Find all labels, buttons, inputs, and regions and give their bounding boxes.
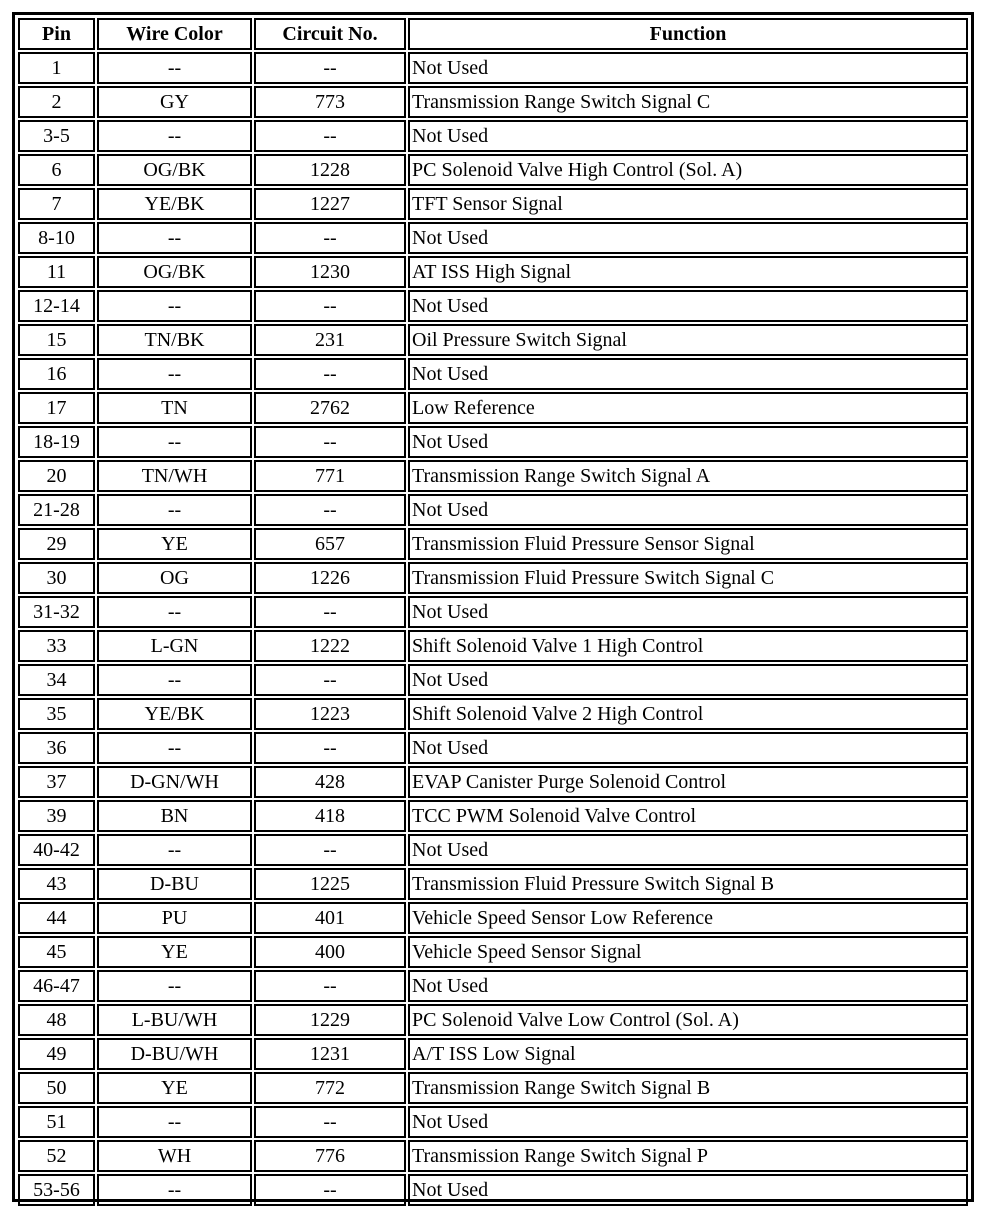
circuit-no-cell: -- (254, 1106, 406, 1138)
pin-cell: 44 (18, 902, 95, 934)
table-header (18, 18, 968, 50)
pin-cell: 3-5 (18, 120, 95, 152)
pin-cell: 53-56 (18, 1174, 95, 1206)
wire-color-cell: -- (97, 222, 252, 254)
circuit-no-cell: -- (254, 358, 406, 390)
table-row (18, 562, 968, 594)
pin-cell: 34 (18, 664, 95, 696)
wire-color-cell: -- (97, 120, 252, 152)
pin-cell: 1 (18, 52, 95, 84)
circuit-no-cell: -- (254, 494, 406, 526)
header-wire-color: Wire Color (97, 18, 252, 50)
wire-color-cell: GY (97, 86, 252, 118)
wire-color-cell: L-GN (97, 630, 252, 662)
function-cell: Vehicle Speed Sensor Low Reference (408, 902, 968, 934)
pin-cell: 48 (18, 1004, 95, 1036)
wire-color-cell: -- (97, 732, 252, 764)
table-row (18, 154, 968, 186)
table-row (18, 290, 968, 322)
function-cell: A/T ISS Low Signal (408, 1038, 968, 1070)
wire-color-cell: WH (97, 1140, 252, 1172)
function-cell: Not Used (408, 494, 968, 526)
circuit-no-cell: -- (254, 120, 406, 152)
table-row (18, 188, 968, 220)
circuit-no-cell: 1228 (254, 154, 406, 186)
function-cell: Transmission Range Switch Signal A (408, 460, 968, 492)
table-row (18, 528, 968, 560)
pin-cell: 11 (18, 256, 95, 288)
wire-color-cell: OG/BK (97, 154, 252, 186)
table-row (18, 970, 968, 1002)
circuit-no-cell: -- (254, 52, 406, 84)
pin-cell: 6 (18, 154, 95, 186)
table-row (18, 766, 968, 798)
function-cell: Transmission Range Switch Signal C (408, 86, 968, 118)
wire-color-cell: YE/BK (97, 188, 252, 220)
circuit-no-cell: 771 (254, 460, 406, 492)
table-body (18, 52, 968, 1206)
pin-cell: 50 (18, 1072, 95, 1104)
wire-color-cell: D-BU/WH (97, 1038, 252, 1070)
circuit-no-cell: 400 (254, 936, 406, 968)
pin-cell: 29 (18, 528, 95, 560)
circuit-no-cell: 772 (254, 1072, 406, 1104)
wire-color-cell: -- (97, 970, 252, 1002)
pin-cell: 46-47 (18, 970, 95, 1002)
header-pin: Pin (18, 18, 95, 50)
circuit-no-cell: 1231 (254, 1038, 406, 1070)
function-cell: PC Solenoid Valve High Control (Sol. A) (408, 154, 968, 186)
pin-cell: 45 (18, 936, 95, 968)
wire-color-cell: -- (97, 494, 252, 526)
circuit-no-cell: 1227 (254, 188, 406, 220)
wire-color-cell: YE (97, 528, 252, 560)
table-row (18, 732, 968, 764)
table-row (18, 120, 968, 152)
table-row (18, 1106, 968, 1138)
table-row (18, 86, 968, 118)
circuit-no-cell: 1225 (254, 868, 406, 900)
pin-cell: 39 (18, 800, 95, 832)
function-cell: Not Used (408, 1174, 968, 1206)
table-row (18, 800, 968, 832)
pin-cell: 2 (18, 86, 95, 118)
wire-color-cell: OG (97, 562, 252, 594)
pin-cell: 37 (18, 766, 95, 798)
pin-cell: 18-19 (18, 426, 95, 458)
circuit-no-cell: 1223 (254, 698, 406, 730)
function-cell: TCC PWM Solenoid Valve Control (408, 800, 968, 832)
function-cell: Low Reference (408, 392, 968, 424)
function-cell: Not Used (408, 120, 968, 152)
function-cell: Not Used (408, 596, 968, 628)
pin-cell: 12-14 (18, 290, 95, 322)
pin-cell: 21-28 (18, 494, 95, 526)
wire-color-cell: D-GN/WH (97, 766, 252, 798)
wire-color-cell: L-BU/WH (97, 1004, 252, 1036)
circuit-no-cell: 657 (254, 528, 406, 560)
pin-cell: 31-32 (18, 596, 95, 628)
wire-color-cell: -- (97, 358, 252, 390)
pin-cell: 15 (18, 324, 95, 356)
table-row (18, 630, 968, 662)
table-row (18, 392, 968, 424)
function-cell: TFT Sensor Signal (408, 188, 968, 220)
table-row (18, 222, 968, 254)
pin-cell: 20 (18, 460, 95, 492)
wire-color-cell: -- (97, 52, 252, 84)
table-row (18, 596, 968, 628)
pin-cell: 49 (18, 1038, 95, 1070)
wire-color-cell: -- (97, 426, 252, 458)
wire-color-cell: PU (97, 902, 252, 934)
function-cell: Transmission Range Switch Signal B (408, 1072, 968, 1104)
circuit-no-cell: -- (254, 732, 406, 764)
circuit-no-cell: 1230 (254, 256, 406, 288)
circuit-no-cell: 1226 (254, 562, 406, 594)
function-cell: EVAP Canister Purge Solenoid Control (408, 766, 968, 798)
function-cell: Not Used (408, 290, 968, 322)
function-cell: Not Used (408, 970, 968, 1002)
function-cell: Not Used (408, 732, 968, 764)
table-row (18, 358, 968, 390)
table-row (18, 52, 968, 84)
circuit-no-cell: 773 (254, 86, 406, 118)
function-cell: AT ISS High Signal (408, 256, 968, 288)
table-row (18, 460, 968, 492)
pin-cell: 33 (18, 630, 95, 662)
function-cell: Shift Solenoid Valve 1 High Control (408, 630, 968, 662)
wire-color-cell: TN (97, 392, 252, 424)
circuit-no-cell: -- (254, 1174, 406, 1206)
circuit-no-cell: -- (254, 426, 406, 458)
table-row (18, 1072, 968, 1104)
pin-cell: 16 (18, 358, 95, 390)
table-row (18, 494, 968, 526)
function-cell: Vehicle Speed Sensor Signal (408, 936, 968, 968)
circuit-no-cell: -- (254, 222, 406, 254)
pinout-table (16, 16, 970, 1208)
wire-color-cell: YE/BK (97, 698, 252, 730)
function-cell: Oil Pressure Switch Signal (408, 324, 968, 356)
function-cell: Not Used (408, 52, 968, 84)
table-row (18, 664, 968, 696)
circuit-no-cell: 2762 (254, 392, 406, 424)
table-row (18, 1004, 968, 1036)
function-cell: Not Used (408, 426, 968, 458)
circuit-no-cell: -- (254, 290, 406, 322)
table-row (18, 426, 968, 458)
wire-color-cell: TN/BK (97, 324, 252, 356)
wire-color-cell: TN/WH (97, 460, 252, 492)
pin-cell: 43 (18, 868, 95, 900)
function-cell: Not Used (408, 358, 968, 390)
function-cell: Not Used (408, 222, 968, 254)
circuit-no-cell: -- (254, 834, 406, 866)
table-row (18, 324, 968, 356)
wire-color-cell: -- (97, 1106, 252, 1138)
table-row (18, 1174, 968, 1206)
wire-color-cell: YE (97, 936, 252, 968)
function-cell: Transmission Fluid Pressure Switch Signal C (408, 562, 968, 594)
wire-color-cell: -- (97, 1174, 252, 1206)
function-cell: Not Used (408, 1106, 968, 1138)
pin-cell: 51 (18, 1106, 95, 1138)
circuit-no-cell: 401 (254, 902, 406, 934)
table-row (18, 698, 968, 730)
pin-cell: 7 (18, 188, 95, 220)
pin-cell: 40-42 (18, 834, 95, 866)
function-cell: Transmission Fluid Pressure Sensor Signal (408, 528, 968, 560)
header-circuit-no: Circuit No. (254, 18, 406, 50)
pin-cell: 36 (18, 732, 95, 764)
table-row (18, 834, 968, 866)
function-cell: Not Used (408, 834, 968, 866)
pinout-table-frame (12, 12, 974, 1202)
wire-color-cell: OG/BK (97, 256, 252, 288)
pin-cell: 17 (18, 392, 95, 424)
wire-color-cell: -- (97, 596, 252, 628)
wire-color-cell: D-BU (97, 868, 252, 900)
pin-cell: 35 (18, 698, 95, 730)
table-row (18, 1038, 968, 1070)
circuit-no-cell: 428 (254, 766, 406, 798)
circuit-no-cell: 776 (254, 1140, 406, 1172)
circuit-no-cell: -- (254, 970, 406, 1002)
function-cell: Shift Solenoid Valve 2 High Control (408, 698, 968, 730)
pin-cell: 8-10 (18, 222, 95, 254)
table-row (18, 868, 968, 900)
circuit-no-cell: -- (254, 596, 406, 628)
function-cell: Transmission Fluid Pressure Switch Signal B (408, 868, 968, 900)
function-cell: Not Used (408, 664, 968, 696)
table-row (18, 936, 968, 968)
header-row (18, 18, 968, 50)
wire-color-cell: -- (97, 290, 252, 322)
wire-color-cell: -- (97, 834, 252, 866)
wire-color-cell: YE (97, 1072, 252, 1104)
pin-cell: 30 (18, 562, 95, 594)
circuit-no-cell: 1222 (254, 630, 406, 662)
wire-color-cell: -- (97, 664, 252, 696)
table-row (18, 902, 968, 934)
table-row (18, 1140, 968, 1172)
circuit-no-cell: -- (254, 664, 406, 696)
function-cell: PC Solenoid Valve Low Control (Sol. A) (408, 1004, 968, 1036)
pin-cell: 52 (18, 1140, 95, 1172)
circuit-no-cell: 231 (254, 324, 406, 356)
circuit-no-cell: 418 (254, 800, 406, 832)
circuit-no-cell: 1229 (254, 1004, 406, 1036)
function-cell: Transmission Range Switch Signal P (408, 1140, 968, 1172)
header-function: Function (408, 18, 968, 50)
table-row (18, 256, 968, 288)
wire-color-cell: BN (97, 800, 252, 832)
